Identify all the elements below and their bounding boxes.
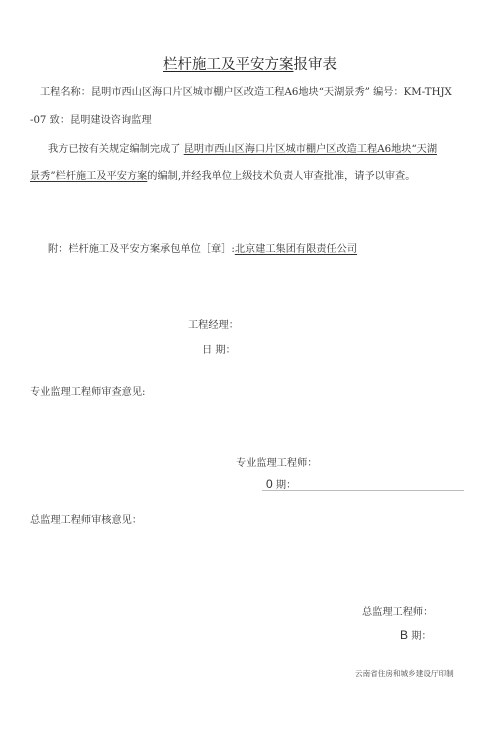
attachment-label: 附：栏杆施工及平安方案承包单位［章］: [48, 244, 235, 255]
specialist-opinion-label: 专业监理工程师审查意见: [30, 387, 146, 398]
project-manager-label: 工程经理： [188, 320, 239, 331]
specialist-date-label: 期： [272, 480, 297, 491]
project-name-line-continued: -07 致：昆明建设咨询监理 [30, 115, 152, 126]
specialist-date-prefix: 0 [266, 477, 273, 491]
chief-date-prefix: B [400, 628, 409, 642]
footer-printer-note: 云南省住房和城乡建设厅印制 [355, 669, 454, 678]
attachment-line [48, 240, 357, 255]
page-title [0, 53, 500, 74]
chief-engineer-label: 总监理工程师： [362, 607, 434, 618]
contractor-company: 北京建工集团有限责任公司 [234, 244, 358, 255]
chief-date-label: 期： [408, 631, 432, 642]
chief-date-row [400, 627, 432, 642]
chief-opinion-label: 总监理工程师审核意见： [30, 515, 143, 526]
specialist-date-rule [262, 490, 464, 491]
body-prefix: 我方已按有关规定编制完成了 [48, 144, 184, 155]
title-underlined-part: 栏杆施工及平安方案 [163, 57, 294, 73]
title-rest: 报审表 [293, 57, 337, 73]
body-paragraph-line2 [30, 167, 415, 182]
body-project-underlined: 昆明市西山区海口片区城市棚户区改造工程A6地块“天湖 [183, 144, 438, 155]
body-suffix: 的编制,并经我单位上级技术负责人审查批准，请予以审查。 [147, 171, 416, 182]
contractor-date-label: 日 期： [202, 345, 236, 356]
specialist-date-row [266, 476, 296, 491]
specialist-engineer-label: 专业监理工程师： [236, 458, 318, 469]
project-name-line: 工程名称：昆明市西山区海口片区城市棚户区改造工程A6地块“天湖景秀” 编号：KM-THJX [40, 87, 452, 98]
body-plan-underlined: 景秀”栏杆施工及平安方案 [30, 171, 148, 182]
body-paragraph-line1 [48, 140, 437, 155]
